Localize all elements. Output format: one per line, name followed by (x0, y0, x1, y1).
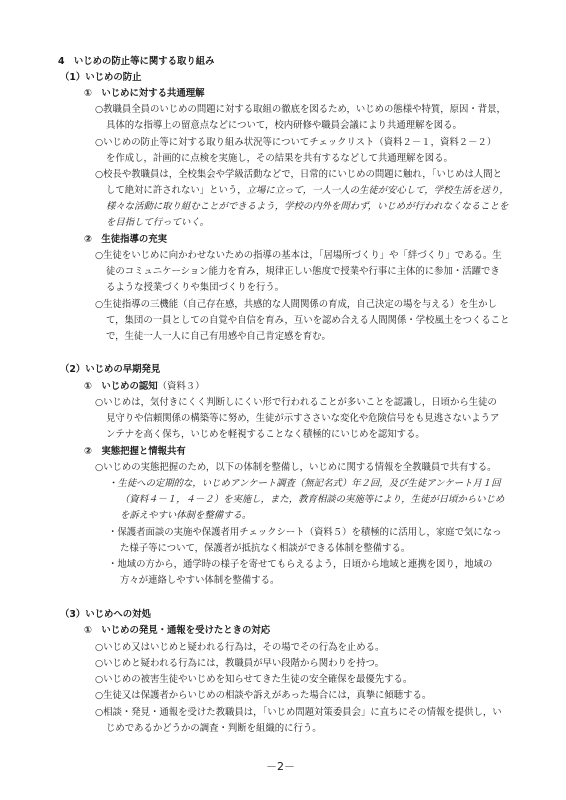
list-item: ○いじめの被害生徒やいじめを知らせてきた生徒の安全確保を最優先する。 (95, 674, 413, 685)
paragraph-text: して絶対に許されない」という， (106, 185, 247, 196)
reference-note: （資料３） (157, 381, 205, 392)
bullet-line: ・保護者面談の実施や保護者用チェックシート（資料５）を積極的に活用し，家庭で気になっ (108, 527, 502, 538)
paragraph-line: ○いじめは，気付きにくく判断しにくい形で行われることが多いことを認識し，日頃から生徒の (95, 397, 497, 408)
paragraph-line: るような授業づくりや集団づくりを行う。 (106, 282, 285, 293)
list-item: ○生徒又は保護者からいじめの相談や訴えがあった場合には，真摯に傾聴する。 (95, 690, 432, 701)
paragraph-line: ○教職員全員のいじめの問題に対する取組の徹底を図るため，いじめの態様や特質，原因・背景， (95, 104, 506, 115)
bullet-line: （資料４－１，４－２）を実施し，また，教育相談の実施等により，生徒が日頃からいじめ (120, 494, 505, 505)
paragraph-line: ○いじめの防止等に対する取り組み状況等についてチェックリスト（資料２－１，資料２－２） (95, 137, 497, 148)
paragraph-line: 具体的な指導上の留意点などについて，校内研修や職員会議により共通理解を図る。 (106, 120, 462, 131)
paragraph-line (106, 184, 509, 197)
bullet-line: 方々が連絡しやすい体制を整備する。 (120, 575, 280, 586)
bullet-line: た様子等について，保護者が抵抗なく相談ができる体制を整備する。 (120, 543, 411, 554)
paragraph-line: を作成し，計画的に点検を実施し，その結果を共有するなどして共通理解を図る。 (106, 153, 453, 164)
paragraph-line: ○校長や教職員は，全校集会や学級活動などで，日常的にいじめの問題に触れ，「いじめは人間と (95, 169, 502, 180)
subsection-title-prevention: （1）いじめの防止 (60, 72, 142, 83)
page-number: －2－ (266, 760, 295, 773)
paragraph-line: ○生徒指導の三機能（自己存在感，共感的な人間関係の育成，自己決定の場を与える）を生かし (95, 299, 497, 310)
list-item: ○いじめと疑われる行為には，教職員が早い段階から関わりを持つ。 (95, 658, 385, 669)
section-heading: 4 いじめの防止等に関する取り組み (58, 56, 215, 67)
bullet-line: を訴えやすい体制を整備する。 (120, 510, 252, 521)
list-item: ○相談・発見・通報を受けた教職員は，「いじめ問題対策委員会」に直ちにその情報を提供し，い (95, 707, 502, 718)
bullet-line: ・地域の方から，通学時の様子を寄せてもらえるよう，日頃から地域と連携を図り，地域の (108, 559, 493, 570)
list-item: ○いじめ又はいじめと疑われる行為は，その場でその行為を止める。 (95, 642, 385, 653)
bullet-line: ・生徒への定期的な，いじめアンケート調査（無記名式）年２回，及び生徒アンケート月１回 (108, 478, 501, 489)
emphasized-line: を目指して行っていく。 (106, 217, 209, 228)
paragraph-line: て，集団の一員としての自覚や自信を育み，互いを認め合える人間関係・学校風土をつくること (106, 315, 510, 326)
item-title-text: ① いじめの認知 (84, 381, 158, 392)
paragraph-line: ○生徒をいじめに向かわせないための指導の基本は，「居場所づくり」や「絆づくり」である。生 (95, 250, 502, 261)
paragraph-line: 徒のコミュニケーション能力を育み，規律正しい態度で授業や行事に主体的に参加・活躍でき (106, 266, 500, 277)
item-title-response-on-discovery: ① いじめの発見・通報を受けたときの対応 (84, 625, 271, 636)
paragraph-line: ンテナを高く保ち，いじめを軽視することなく積極的にいじめを認知する。 (106, 429, 425, 440)
list-item: じめであるかどうかの調査・判断を組織的に行う。 (106, 723, 322, 734)
item-title-student-guidance: ② 生徒指導の充実 (84, 234, 167, 245)
item-title-information-sharing: ② 実態把握と情報共有 (84, 446, 186, 457)
subsection-title-early-detection: （2）いじめの早期発見 (60, 364, 161, 375)
emphasized-text: 立場に立って，一人一人の生徒が安心して，学校生活を送り， (246, 185, 509, 196)
subsection-title-response: （3）いじめへの対処 (60, 609, 151, 620)
paragraph-line: 見守りや信頼関係の構築等に努め，生徒が示すささいな変化や危険信号をも見逃さないようア (106, 413, 500, 424)
paragraph-line: ○いじめの実態把握のため，以下の体制を整備し，いじめに関する情報を全教職員で共有する。 (95, 462, 497, 473)
paragraph-line: で，生徒一人一人に自己有用感や自己肯定感を育む。 (106, 331, 331, 342)
emphasized-line: 様々な活動に取り組むことができるよう，学校の内外を問わず，いじめが行われなくなることを (106, 201, 509, 212)
item-title-common-understanding: ① いじめに対する共通理解 (84, 88, 205, 99)
item-title-recognition (84, 380, 204, 393)
